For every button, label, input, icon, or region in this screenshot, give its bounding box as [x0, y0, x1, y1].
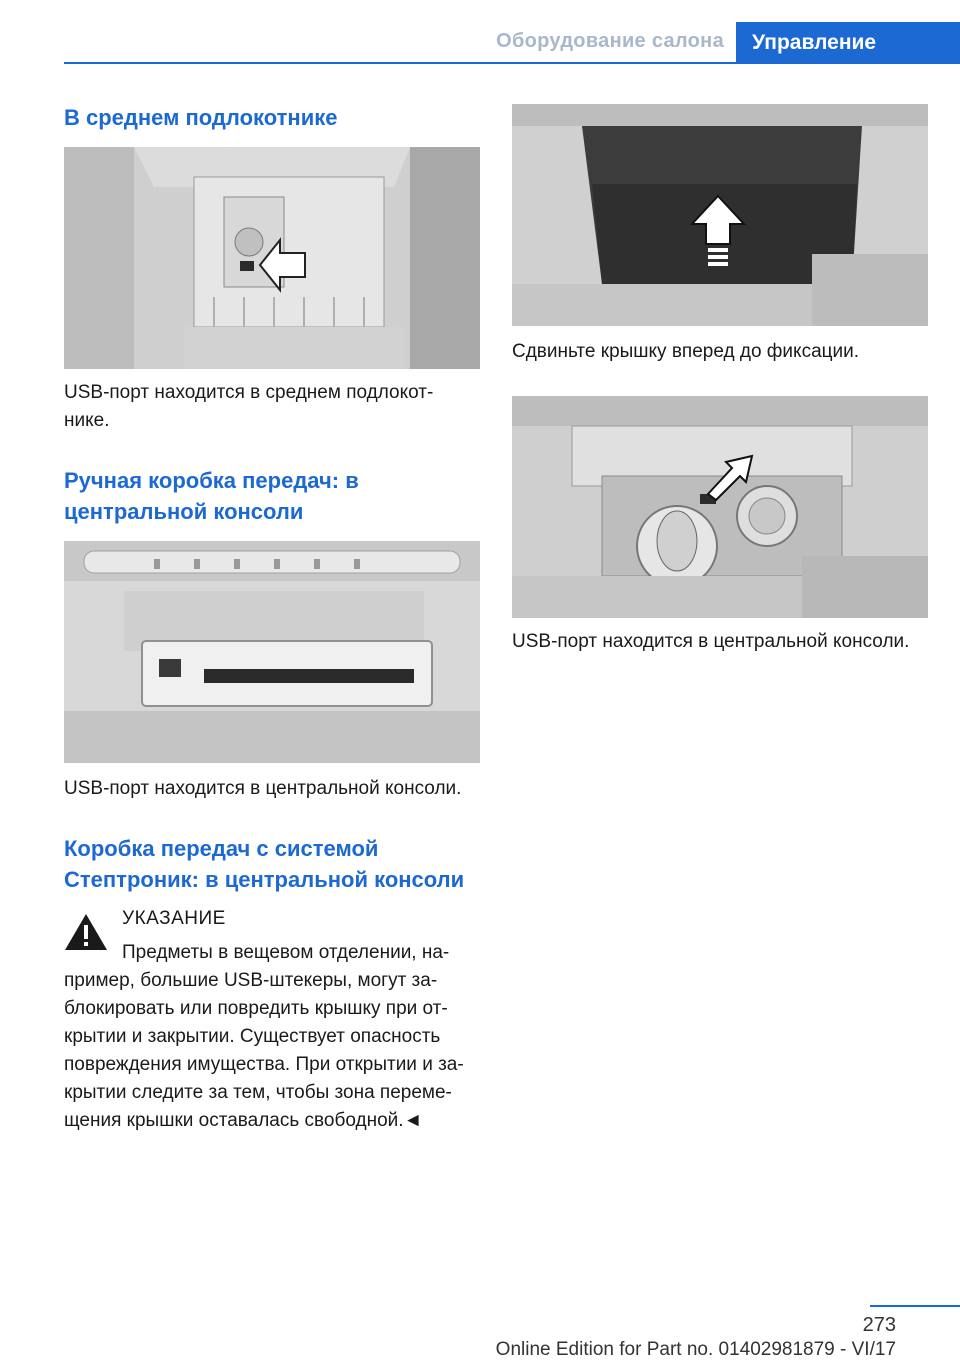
caption-slide-lid: Сдвиньте крышку вперед до фиксации.: [512, 341, 860, 362]
console-lid-photo: [512, 104, 928, 326]
notice-title: УКАЗАНИЕ: [122, 908, 226, 929]
armrest-photo: [64, 147, 480, 369]
notice-line: блокировать или повредить крышку при от‐: [64, 998, 448, 1019]
notice-line: пример, большие USB-штекеры, могут за‐: [64, 970, 438, 991]
caption-console-manual: USB-порт находится в центральной консоли.: [64, 778, 462, 799]
footer-rule: [870, 1305, 960, 1307]
heading-manual-l2: центральной консоли: [64, 499, 304, 524]
caption-armrest-l1: USB-порт находится в среднем подлокот‐: [64, 382, 434, 403]
heading-manual-l1: Ручная коробка передач: в: [64, 468, 359, 493]
heading-steptronic-l2: Стептроник: в центральной консоли: [64, 867, 465, 892]
console-photo-steptronic: [512, 396, 928, 618]
header-chapter-label: Управление: [752, 31, 877, 54]
header-rule: [64, 62, 960, 64]
header-chapter-tab: [736, 22, 960, 64]
notice-line: повреждения имущества. При открытии и за‐: [64, 1054, 464, 1075]
notice-body: [122, 939, 480, 967]
header-section-title: Оборудование салона: [496, 30, 724, 52]
notice-line: Предметы в вещевом отделении, на‐: [122, 942, 450, 963]
heading-armrest: В среднем подлокотнике: [64, 105, 338, 130]
notice-line: крытии следите за тем, чтобы зона переме‐: [64, 1082, 452, 1103]
notice-line: щения крышки оставалась свободной.◄: [64, 1110, 423, 1131]
warning-icon: [64, 913, 108, 960]
notice-block: [64, 905, 480, 1135]
caption-armrest-l2: нике.: [64, 410, 110, 431]
page-number: 273: [862, 1314, 896, 1336]
caption-console-steptronic: USB-порт находится в центральной консоли.: [512, 631, 910, 652]
console-photo-manual: [64, 541, 480, 763]
left-column: [64, 100, 480, 1135]
heading-steptronic-l1: Коробка передач с системой: [64, 836, 379, 861]
edition-note: Online Edition for Part no. 01402981879 - VI/17: [495, 1339, 896, 1360]
notice-body-rest: [64, 967, 480, 1135]
right-column: [512, 104, 928, 656]
notice-line: крытии и закрытии. Существует опасность: [64, 1026, 441, 1047]
